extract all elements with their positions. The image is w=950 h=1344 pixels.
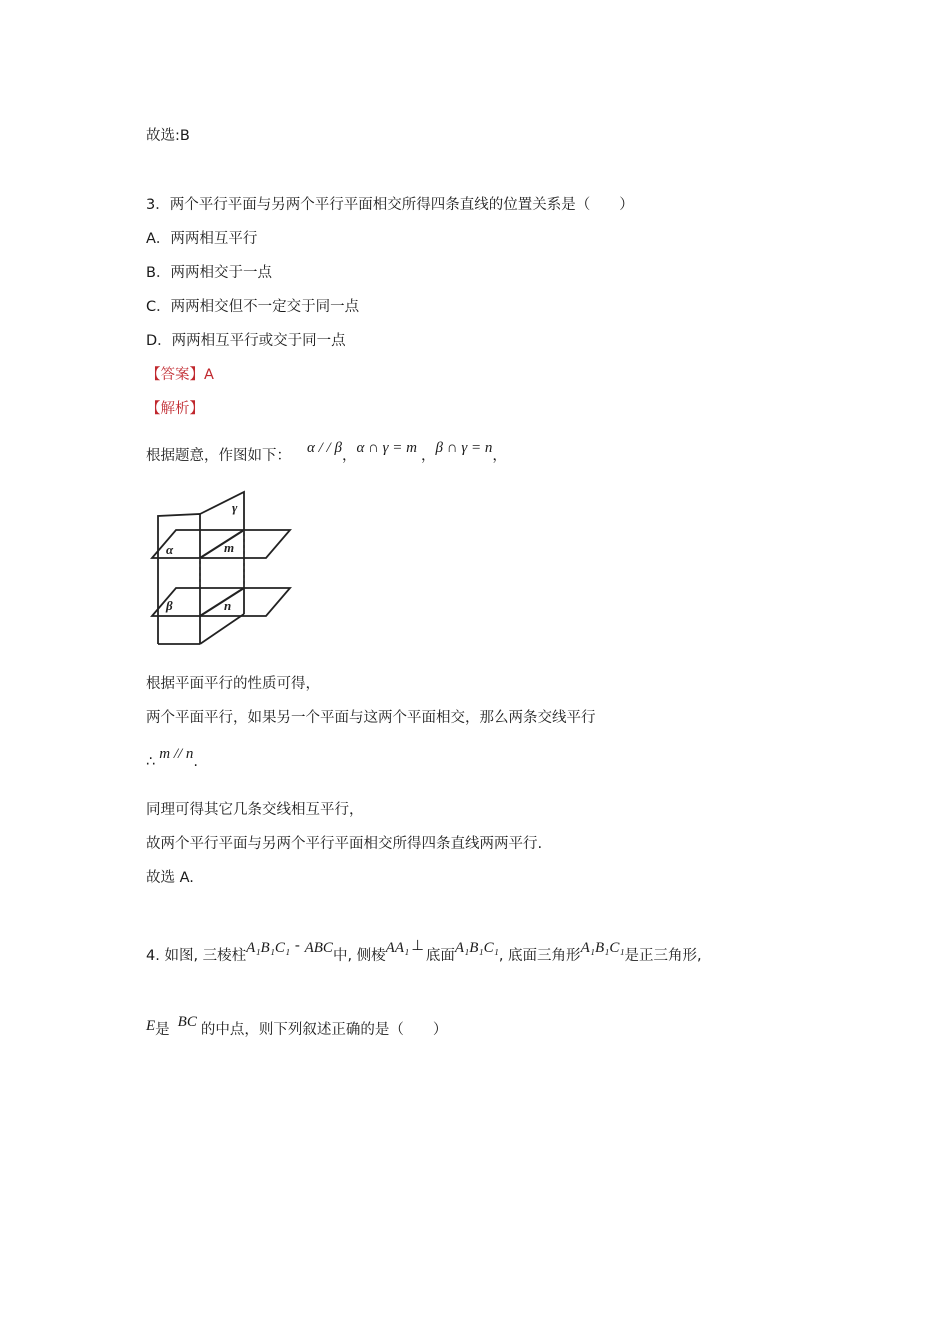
prism-top: A₁B₁C₁ [246,940,291,956]
q3-option-a: A．两两相互平行 [146,231,258,247]
formula-beta-cap-gamma: β ∩ γ = n [435,440,493,456]
q4-mid-2: 底面 [425,948,455,964]
intro-text: 根据题意，作图如下： [146,448,291,464]
q3-option-b: B．两两相交于一点 [146,265,272,281]
q3-option-c: C．两两相交但不一定交于同一点 [146,299,360,315]
comma: ， [492,448,507,464]
q4-tail: 是正三角形, [624,948,702,964]
q3-step-4: 故两个平行平面与另两个平行平面相交所得四条直线两两平行. [146,836,543,852]
formula-alpha-cap-gamma: α ∩ γ = m [356,440,418,456]
q3-option-d: D．两两相互平行或交于同一点 [146,333,346,349]
label-n: n [224,598,232,613]
answer-label: 【答案】 [146,367,204,383]
line-n [200,588,244,616]
q3-choice: 故选 A. [146,870,194,886]
formula-m-parallel-n: m // n [159,746,194,762]
q4-prefix: 4. 如图, 三棱柱 [146,948,247,964]
comma: ， [341,448,357,464]
period: . [193,754,199,770]
answer-value: A [204,367,214,383]
q3-therefore-line [146,746,199,772]
plane-a1b1c1: A₁B₁C₁ [454,940,499,956]
segment-bc: BC [177,1014,197,1030]
q4-mid-3: , 底面三角形 [498,948,581,964]
therefore-symbol: ∴ [146,754,156,770]
prism-base: ABC [304,940,333,956]
label-gamma: γ [232,500,238,515]
q3-step-2: 两个平面平行，如果另一个平面与这两个平面相交，那么两条交线平行 [146,710,596,726]
q4-rest: 的中点，则下列叙述正确的是（ ） [200,1022,448,1038]
label-alpha: α [166,542,174,557]
formula-alpha-parallel-beta: α / / β [307,440,342,456]
previous-answer: 故选:B [146,128,190,144]
gamma-plane [158,514,200,644]
perp-symbol: ⊥ [411,938,424,954]
comma: ， [421,448,436,464]
label-m: m [224,540,235,555]
q4-mid-1: 中, 侧棱 [332,948,386,964]
q3-step-3: 同理可得其它几条交线相互平行， [146,802,364,818]
point-e: E [146,1018,156,1034]
line-m [200,530,244,558]
prism-dash: - [290,938,305,954]
q4-stem-line-2 [146,1014,448,1040]
q3-intro-line [146,440,507,466]
edge-aa1: AA₁ [385,940,410,956]
q3-step-1: 根据平面平行的性质可得， [146,676,320,692]
parallel-planes-figure [146,486,296,648]
q3-answer [146,365,214,385]
label-beta: β [166,598,173,613]
q3-stem: 3．两个平行平面与另两个平行平面相交所得四条直线的位置关系是（ ） [146,197,634,213]
triangle-a1b1c1: A₁B₁C₁ [580,940,625,956]
q3-analysis-label: 【解析】 [146,401,204,417]
q4-stem-line-1 [146,938,702,966]
is-word: 是 [155,1022,170,1038]
